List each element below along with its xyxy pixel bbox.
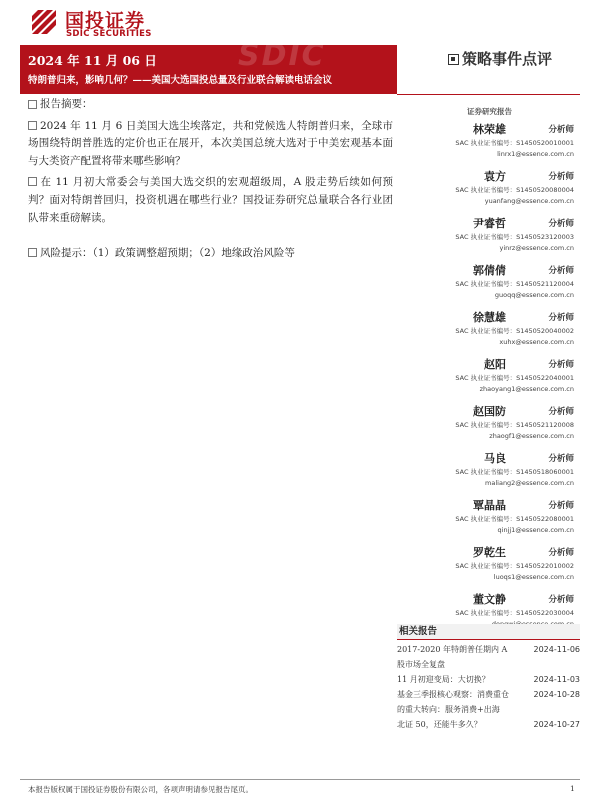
- summary-paragraph-1: [28, 118, 393, 171]
- analyst-entry: [397, 163, 582, 210]
- related-reports: [397, 624, 580, 732]
- summary-text-2: 在 11 月初大常委会与美国大选交织的宏观超级周，A 股走势后续如何预判？面对特朗普回归，投资机遇在哪些行业？国投证券研究总量联合各行业团队带来重磅解读。: [28, 176, 393, 224]
- summary-heading: [28, 96, 393, 114]
- analyst-sac-number: SAC 执业证书编号：S1450523120003: [455, 233, 574, 241]
- sidebar-title: 证券研究报告: [467, 107, 512, 116]
- analyst-sac-number: SAC 执业证书编号：S1450522080001: [455, 515, 574, 523]
- risk-text: 风险提示：（1）政策调整超预期；（2）地缘政治风险等: [40, 247, 295, 260]
- analyst-role: 分析师: [548, 454, 574, 464]
- analyst-role: 分析师: [548, 125, 574, 135]
- analyst-email[interactable]: linrx1@essence.com.cn: [497, 150, 574, 158]
- analyst-name: 徐慧雄: [473, 311, 506, 324]
- report-type-icon: [448, 54, 459, 65]
- analyst-entry: [397, 304, 582, 351]
- analyst-name: 赵阳: [484, 358, 506, 371]
- related-report-date: 2024-11-03: [533, 675, 580, 684]
- related-report-date: 2024-11-06: [533, 645, 580, 654]
- summary-paragraph-2: [28, 174, 393, 227]
- related-report-date: 2024-10-27: [533, 720, 580, 729]
- analyst-role: 分析师: [548, 313, 574, 323]
- footer-disclaimer: 本报告版权属于国投证券股份有限公司，各项声明请参见报告尾页。: [28, 785, 253, 794]
- related-report-date: 2024-10-28: [533, 690, 580, 699]
- analyst-sidebar: [397, 96, 582, 633]
- analyst-sac-number: SAC 执业证书编号：S1450520080004: [455, 186, 574, 194]
- footer-divider: [20, 779, 580, 780]
- analyst-sac-number: SAC 执业证书编号：S1450522030004: [455, 609, 574, 617]
- analyst-name: 林荣雄: [473, 123, 506, 136]
- report-type: [448, 48, 552, 69]
- risk-warning: [28, 245, 393, 263]
- analyst-name: 覃晶晶: [473, 499, 506, 512]
- analyst-sac-number: SAC 执业证书编号：S1450518060001: [455, 468, 574, 476]
- analyst-entry: [397, 116, 582, 163]
- related-report-title[interactable]: 北证 50，还能牛多久？: [397, 720, 482, 729]
- checkbox-bullet-icon: [28, 100, 37, 109]
- analyst-entry: [397, 257, 582, 304]
- analyst-list: [397, 116, 582, 633]
- related-reports-list: [397, 642, 580, 732]
- header-watermark: SDIC: [238, 38, 326, 73]
- report-date: 2024 年 11 月 06 日: [28, 53, 157, 68]
- analyst-email[interactable]: zhaoyang1@essence.com.cn: [479, 385, 574, 393]
- related-report-item[interactable]: [397, 717, 580, 732]
- analyst-email[interactable]: guoqq@essence.com.cn: [494, 291, 574, 299]
- analyst-entry: [397, 210, 582, 257]
- analyst-role: 分析师: [548, 407, 574, 417]
- analyst-entry: [397, 445, 582, 492]
- analyst-sac-number: SAC 执业证书编号：S1450520010001: [455, 139, 574, 147]
- related-report-title[interactable]: 基金三季报核心观察：消费重仓的重大转向：服务消费+出海: [397, 690, 509, 714]
- analyst-sac-number: SAC 执业证书编号：S1450522010002: [455, 562, 574, 570]
- analyst-email[interactable]: xuhx@essence.com.cn: [499, 338, 574, 346]
- summary-title: 报告摘要：: [40, 98, 93, 110]
- analyst-name: 罗乾生: [473, 546, 506, 559]
- analyst-name: 赵国防: [473, 405, 506, 418]
- analyst-entry: [397, 492, 582, 539]
- analyst-sac-number: SAC 执业证书编号：S1450522040001: [455, 374, 574, 382]
- page-number: 1: [570, 784, 575, 793]
- report-body: [28, 96, 393, 267]
- summary-text-1: 2024 年 11 月 6 日美国大选尘埃落定，共和党候选人特朗普归来，全球市场围绕特朗普胜选的定价也正在展开，本次美国总统大选对于中美宏观基本面与大类资产配置将带来哪些影响？: [28, 119, 393, 167]
- sdic-logo-mark-icon: [29, 7, 59, 37]
- analyst-sac-number: SAC 执业证书编号：S1450520040002: [455, 327, 574, 335]
- analyst-role: 分析师: [548, 360, 574, 370]
- analyst-role: 分析师: [548, 501, 574, 511]
- sdic-logo: [29, 5, 199, 41]
- related-report-item[interactable]: [397, 642, 580, 672]
- related-report-title[interactable]: 2017-2020 年特朗普任期内 A 股市场全复盘: [397, 645, 508, 669]
- analyst-role: 分析师: [548, 595, 574, 605]
- analyst-email[interactable]: luoqs1@essence.com.cn: [493, 573, 574, 581]
- analyst-entry: [397, 351, 582, 398]
- analyst-role: 分析师: [548, 172, 574, 182]
- divider: [397, 94, 580, 95]
- analyst-name: 马良: [484, 452, 506, 465]
- checkbox-bullet-icon: [28, 177, 37, 186]
- analyst-email[interactable]: yinrz@essence.com.cn: [499, 244, 574, 252]
- analyst-name: 董文静: [473, 593, 506, 606]
- analyst-name: 郭倩倩: [473, 264, 506, 277]
- analyst-role: 分析师: [548, 266, 574, 276]
- related-report-item[interactable]: [397, 672, 580, 687]
- analyst-email[interactable]: yuanfang@essence.com.cn: [484, 197, 574, 205]
- brand-name-en: SDIC SECURITIES: [66, 29, 152, 39]
- analyst-role: 分析师: [548, 548, 574, 558]
- analyst-email[interactable]: zhaogf1@essence.com.cn: [489, 432, 574, 440]
- analyst-email[interactable]: maliang2@essence.com.cn: [485, 479, 574, 487]
- analyst-name: 袁方: [484, 170, 506, 183]
- analyst-sac-number: SAC 执业证书编号：S1450521120004: [455, 280, 574, 288]
- related-reports-title: 相关报告: [397, 624, 580, 640]
- brand-name-cn: 国投证券: [65, 10, 146, 32]
- checkbox-bullet-icon: [28, 121, 37, 130]
- analyst-role: 分析师: [548, 219, 574, 229]
- analyst-email[interactable]: qinjj1@essence.com.cn: [497, 526, 574, 534]
- analyst-entry: [397, 398, 582, 445]
- report-title: 特朗普归来，影响几何？——美国大选国投总量及行业联合解读电话会议: [28, 75, 333, 86]
- related-report-title[interactable]: 11 月初迎变局：大切换？: [397, 675, 490, 684]
- related-report-item[interactable]: [397, 687, 580, 717]
- report-type-label: 策略事件点评: [462, 50, 553, 68]
- analyst-entry: [397, 539, 582, 586]
- analyst-sac-number: SAC 执业证书编号：S1450521120008: [455, 421, 574, 429]
- checkbox-bullet-icon: [28, 248, 37, 257]
- analyst-name: 尹睿哲: [473, 217, 506, 230]
